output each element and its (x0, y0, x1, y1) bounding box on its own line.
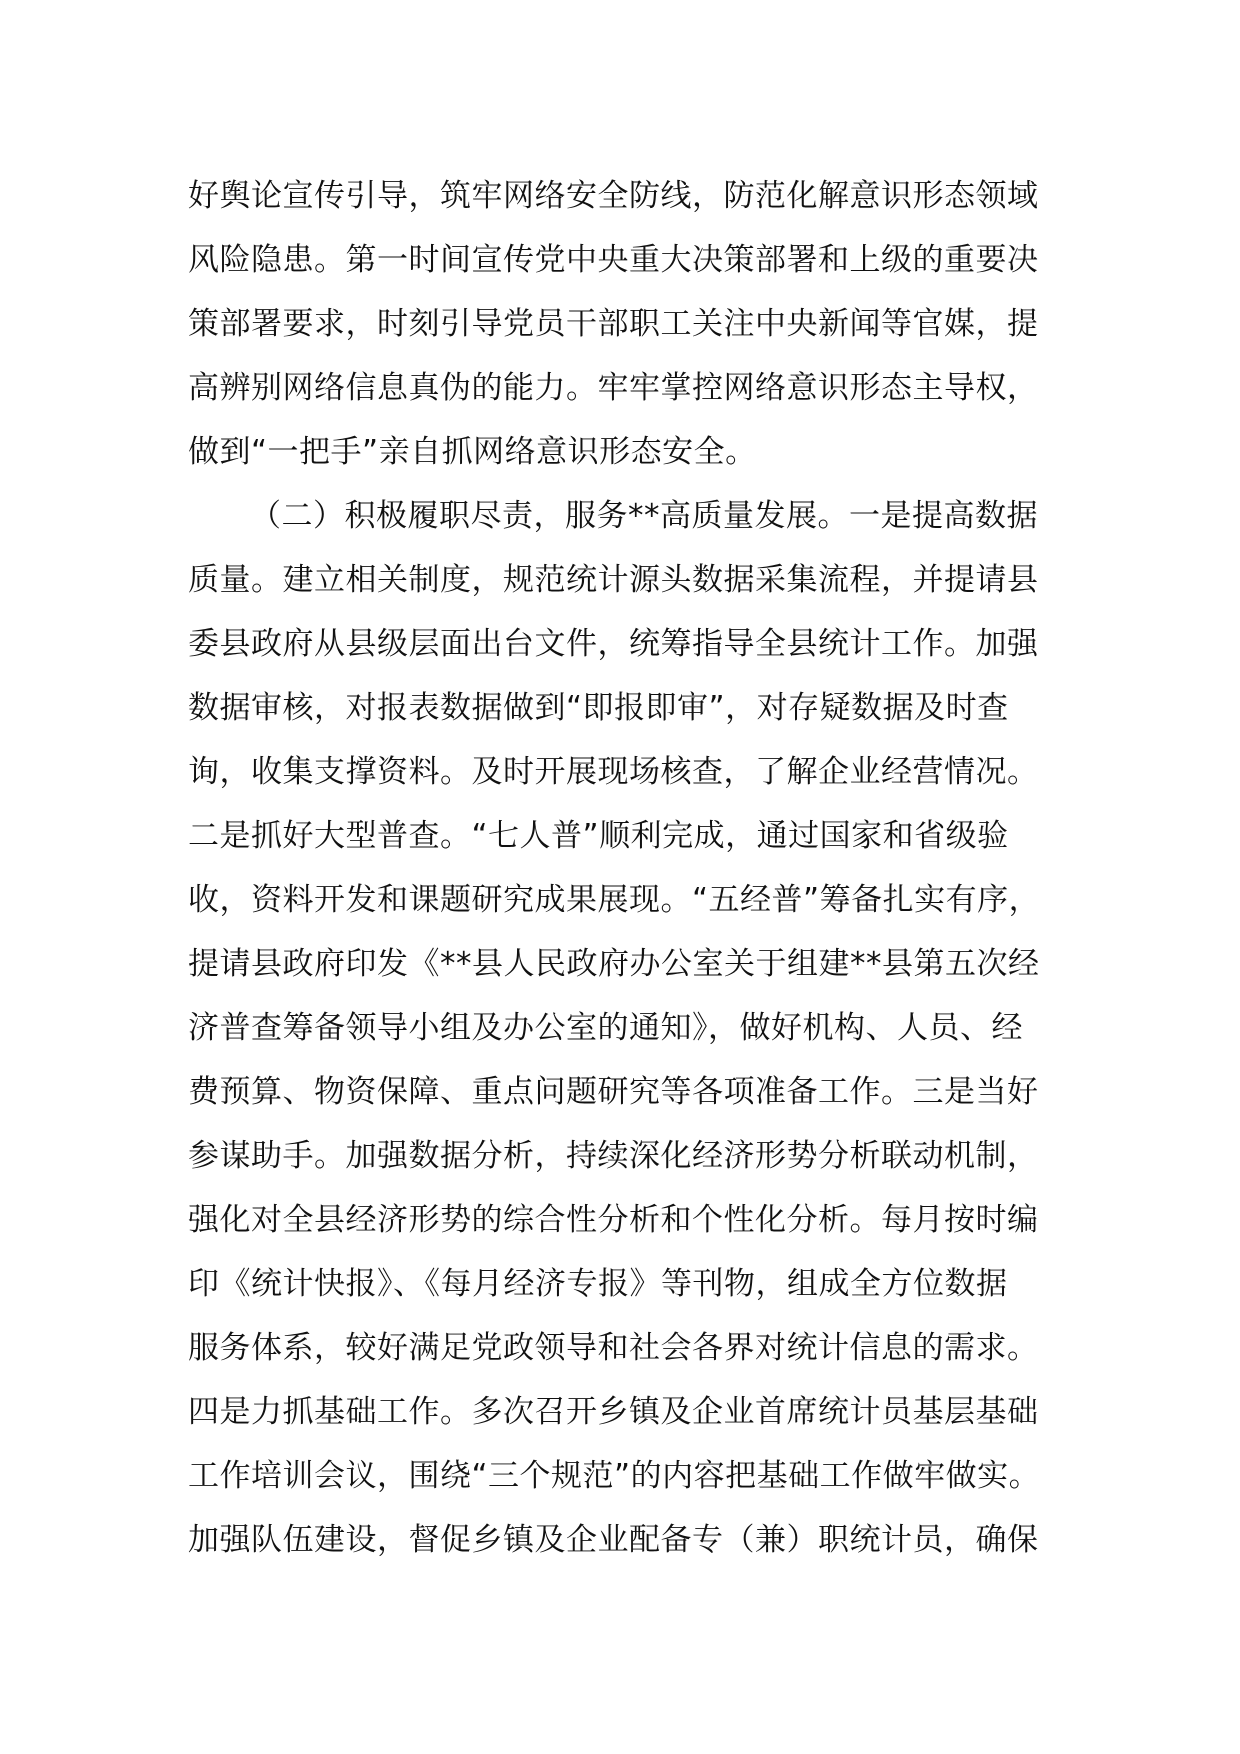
text-line: 委县政府从县级层面出台文件，统筹指导全县统计工作。加强 (188, 626, 1039, 662)
text-line: 印《统计快报》、《每月经济专报》等刊物，组成全方位数据 (188, 1266, 1008, 1302)
text-line: 强化对全县经济形势的综合性分析和个性化分析。每月按时编 (188, 1202, 1039, 1238)
text-line: 询，收集支撑资料。及时开展现场核查，了解企业经营情况。 (188, 754, 1039, 790)
text-line: 工作培训会议，围绕“三个规范”的内容把基础工作做牢做实。 (188, 1458, 1041, 1494)
text-line: 收，资料开发和课题研究成果展现。“五经普”筹备扎实有序， (188, 882, 1041, 918)
text-line: 二是抓好大型普查。“七人普”顺利完成，通过国家和省级验 (188, 818, 1009, 854)
text-line: 风险隐患。第一时间宣传党中央重大决策部署和上级的重要决 (188, 242, 1039, 278)
text-line: 好舆论宣传引导，筑牢网络安全防线，防范化解意识形态领域 (188, 178, 1039, 214)
text-line: 提请县政府印发《**县人民政府办公室关于组建**县第五次经 (188, 946, 1040, 982)
text-line: 策部署要求，时刻引导党员干部职工关注中央新闻等官媒，提 (188, 306, 1039, 342)
body-text (188, 164, 1088, 1572)
text-line: 服务体系，较好满足党政领导和社会各界对统计信息的需求。 (188, 1330, 1039, 1366)
text-line: 加强队伍建设，督促乡镇及企业配备专（兼）职统计员，确保 (188, 1522, 1039, 1558)
text-line: 济普查筹备领导小组及办公室的通知》，做好机构、人员、经 (188, 1010, 1023, 1046)
text-line: 数据审核，对报表数据做到“即报即审”，对存疑数据及时查 (188, 690, 1009, 726)
text-line: 参谋助手。加强数据分析，持续深化经济形势分析联动机制， (188, 1138, 1039, 1174)
text-line: 做到“一把手”亲自抓网络意识形态安全。 (188, 434, 757, 470)
text-line: 质量。建立相关制度，规范统计源头数据采集流程，并提请县 (188, 562, 1039, 598)
text-line: 费预算、物资保障、重点问题研究等各项准备工作。三是当好 (188, 1074, 1039, 1110)
section-heading-line: （二）积极履职尽责，服务**高质量发展。一是提高数据 (250, 498, 1038, 534)
text-line: 高辨别网络信息真伪的能力。牢牢掌控网络意识形态主导权， (188, 370, 1039, 406)
text-line: 四是力抓基础工作。多次召开乡镇及企业首席统计员基层基础 (188, 1394, 1039, 1430)
